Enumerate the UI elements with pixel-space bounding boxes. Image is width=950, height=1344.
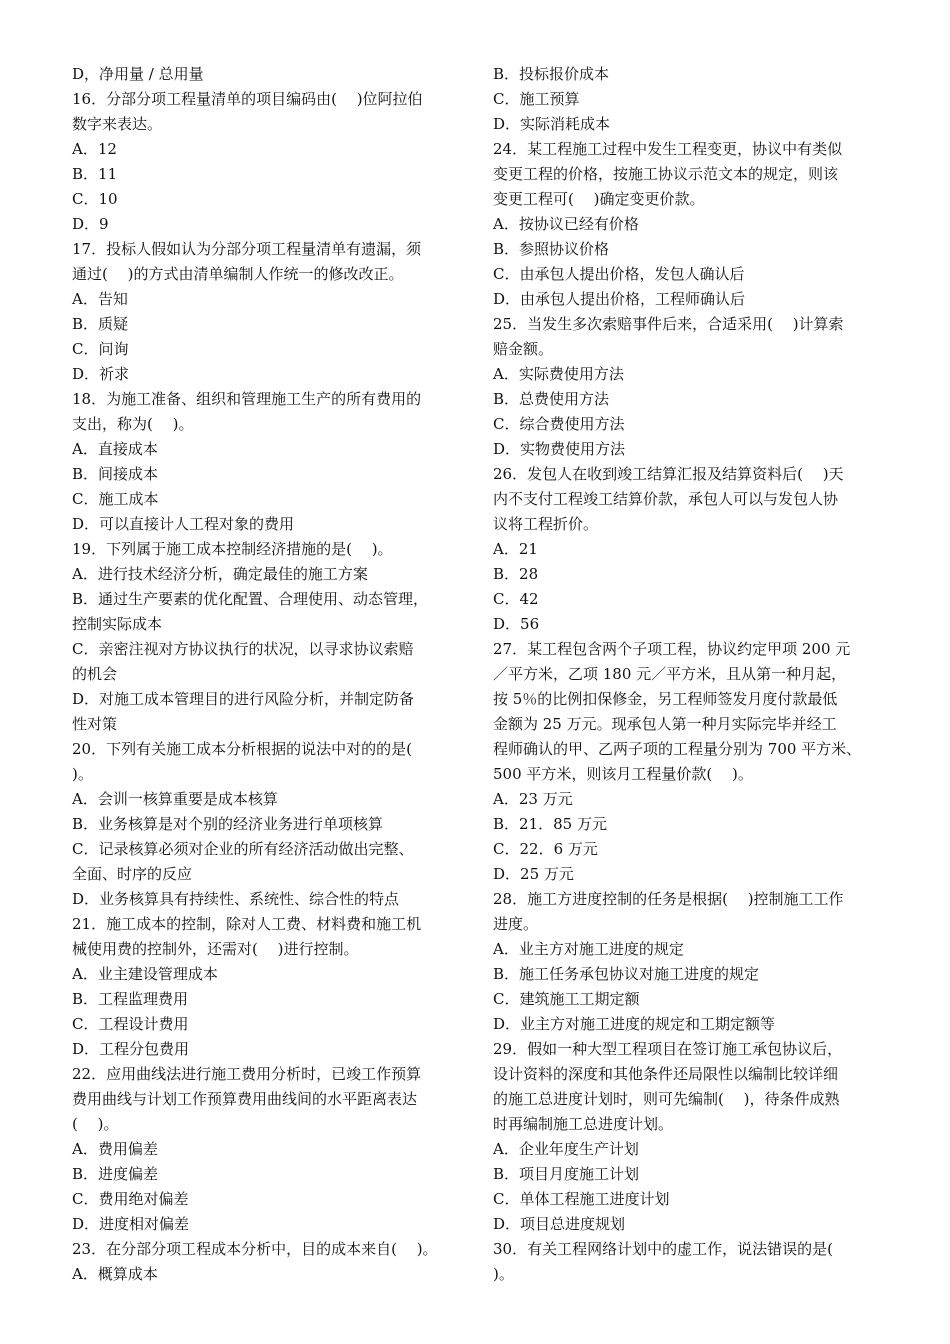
text-line: A．业主建设管理成本 [72, 965, 218, 983]
text-line: A．实际费使用方法 [493, 365, 624, 383]
text-line: A．企业年度生产计划 [493, 1140, 639, 1158]
text-line: 变更工程的价格，按施工协议示范文本的规定，则该 [493, 165, 839, 183]
text-line: 赔金额。 [493, 340, 554, 358]
text-line: 28．施工方进度控制的任务是根据( )控制施工工作 [493, 890, 844, 908]
text-line: 的机会 [72, 665, 118, 683]
text-line: 内不支付工程竣工结算价款，承包人可以与发包人协 [493, 490, 839, 508]
text-line: B．21．85 万元 [493, 815, 607, 833]
text-line: 23．在分部分项工程成本分析中，目的成本来自( )。 [72, 1240, 438, 1258]
text-line: A．按协议已经有价格 [493, 215, 639, 233]
text-line: C．施工成本 [72, 490, 159, 508]
text-line: D．9 [72, 215, 109, 233]
text-line: C．10 [72, 190, 118, 208]
text-line: 500 平方米，则该月工程量价款( )。 [493, 765, 753, 783]
text-line: D．实物费使用方法 [493, 440, 626, 458]
text-line: 19．下列属于施工成本控制经济措施的是( )。 [72, 540, 393, 558]
text-line: C．建筑施工工期定额 [493, 990, 640, 1008]
text-line: 数字来表达。 [72, 115, 163, 133]
text-line: 械使用费的控制外，还需对( )进行控制。 [72, 940, 359, 958]
text-line: ( )。 [72, 1115, 119, 1133]
text-line: 支出，称为( )。 [72, 415, 194, 433]
text-line: C．单体工程施工进度计划 [493, 1190, 670, 1208]
text-line: 21．施工成本的控制，除对人工费、材料费和施工机 [72, 915, 422, 933]
text-line: D．56 [493, 615, 540, 633]
text-line: 按 5％的比例扣保修金，另工程师签发月度付款最低 [493, 690, 838, 708]
text-line: 22．应用曲线法进行施工费用分析时，已竣工作预算 [72, 1065, 422, 1083]
text-line: D．工程分包费用 [72, 1040, 190, 1058]
text-line: 的施工总进度计划时，则可先编制( )，待条件成熟 [493, 1090, 840, 1108]
text-line: C．工程设计费用 [72, 1015, 189, 1033]
text-line: D．对施工成本管理目的进行风险分析，并制定防备 [72, 690, 415, 708]
text-line: 费用曲线与计划工作预算费用曲线间的水平距离表达 [72, 1090, 418, 1108]
text-line: 29．假如一种大型工程项目在签订施工承包协议后， [493, 1040, 843, 1058]
text-line: D．业主方对施工进度的规定和工期定额等 [493, 1015, 776, 1033]
text-line: A．会训一核算重要是成本核算 [72, 790, 278, 808]
text-line: D．祈求 [72, 365, 130, 383]
text-line: D．由承包人提出价格，工程师确认后 [493, 290, 746, 308]
text-line: D．项目总进度规划 [493, 1215, 626, 1233]
text-line: A．告知 [72, 290, 128, 308]
text-line: 通过( )的方式由清单编制人作统一的修改改正。 [72, 265, 404, 283]
text-line: 20．下列有关施工成本分析根据的说法中对的的是( [72, 740, 412, 758]
text-line: B．通过生产要素的优化配置、合理使用、动态管理， [72, 590, 429, 608]
text-line: B．施工任务承包协议对施工进度的规定 [493, 965, 760, 983]
text-line: 18．为施工准备、组织和管理施工生产的所有费用的 [72, 390, 422, 408]
text-line: 控制实际成本 [72, 615, 163, 633]
text-line: 变更工程可( )确定变更价款。 [493, 190, 705, 208]
text-line: 16．分部分项工程量清单的项目编码由( )位阿拉伯 [72, 90, 423, 108]
text-line: 程师确认的甲、乙两子项的工程量分别为 700 平方米、 [493, 740, 862, 758]
text-line: A．直接成本 [72, 440, 158, 458]
text-line: C．22．6 万元 [493, 840, 598, 858]
text-line: B．总费使用方法 [493, 390, 610, 408]
text-line: B．质疑 [72, 315, 129, 333]
text-line: 性对策 [72, 715, 118, 733]
text-line: 进度。 [493, 915, 539, 933]
text-line: C．42 [493, 590, 539, 608]
text-line: 24．某工程施工过程中发生工程变更，协议中有类似 [493, 140, 843, 158]
text-line: 30．有关工程网络计划中的虚工作，说法错误的是( [493, 1240, 833, 1258]
text-line: B．进度偏差 [72, 1165, 159, 1183]
text-line: C．亲密注视对方协议执行的状况，以寻求协议索赔 [72, 640, 414, 658]
text-line: A．进行技术经济分析，确定最佳的施工方案 [72, 565, 368, 583]
text-line: C．费用绝对偏差 [72, 1190, 189, 1208]
text-line: A．12 [72, 140, 117, 158]
text-line: C．综合费使用方法 [493, 415, 625, 433]
text-line: D．可以直接计人工程对象的费用 [72, 515, 295, 533]
text-line: D．进度相对偏差 [72, 1215, 190, 1233]
text-line: B．参照协议价格 [493, 240, 610, 258]
text-line: B．投标报价成本 [493, 65, 610, 83]
text-line: A．23 万元 [493, 790, 573, 808]
text-line: B．项目月度施工计划 [493, 1165, 640, 1183]
text-line: C．问询 [72, 340, 129, 358]
text-line: B．业务核算是对个别的经济业务进行单项核算 [72, 815, 384, 833]
text-line: A．费用偏差 [72, 1140, 158, 1158]
text-line: C．施工预算 [493, 90, 580, 108]
text-line: 全面、时序的反应 [72, 865, 193, 883]
left-column [72, 62, 472, 1287]
text-line: 金额为 25 万元。现承包人第一种月实际完毕并经工 [493, 715, 837, 733]
text-line: 26．发包人在收到竣工结算汇报及结算资料后( )天 [493, 465, 844, 483]
text-line: 17．投标人假如认为分部分项工程量清单有遗漏，须 [72, 240, 422, 258]
text-line: 议将工程折价。 [493, 515, 599, 533]
text-line: B．工程监理费用 [72, 990, 189, 1008]
text-line: B．间接成本 [72, 465, 159, 483]
text-line: B．11 [72, 165, 118, 183]
text-line: A．21 [493, 540, 538, 558]
text-line: 25．当发生多次索赔事件后来，合适采用( )计算索 [493, 315, 844, 333]
text-line: D．实际消耗成本 [493, 115, 611, 133]
text-line: )。 [72, 765, 93, 783]
text-line: D，净用量 / 总用量 [72, 65, 204, 83]
text-line: D．25 万元 [493, 865, 574, 883]
text-line: )。 [493, 1265, 514, 1283]
text-line: C．记录核算必须对企业的所有经济活动做出完整、 [72, 840, 414, 858]
text-line: ／平方米，乙项 180 元／平方米，且从第一种月起， [493, 665, 847, 683]
text-line: B．28 [493, 565, 539, 583]
text-line: C．由承包人提出价格，发包人确认后 [493, 265, 745, 283]
right-column [493, 62, 893, 1287]
text-line: D．业务核算具有持续性、系统性、综合性的特点 [72, 890, 400, 908]
text-line: 27．某工程包含两个子项工程，协议约定甲项 200 元 [493, 640, 851, 658]
text-line: 时再编制施工总进度计划。 [493, 1115, 674, 1133]
text-line: 设计资料的深度和其他条件还局限性以编制比较详细 [493, 1065, 839, 1083]
text-line: A．概算成本 [72, 1265, 158, 1283]
text-line: A．业主方对施工进度的规定 [493, 940, 684, 958]
